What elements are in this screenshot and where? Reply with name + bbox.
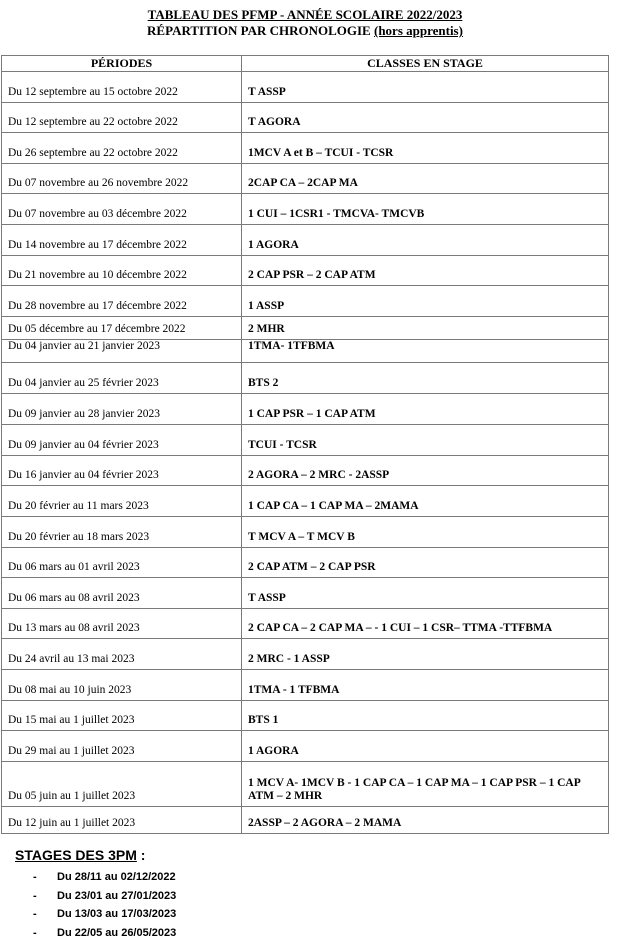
period-cell: Du 05 juin au 1 juillet 2023 bbox=[2, 762, 242, 807]
classes-cell: BTS 1 bbox=[242, 701, 609, 731]
classes-cell: 2 CAP PSR – 2 CAP ATM bbox=[242, 256, 609, 286]
period-cell: Du 09 janvier au 04 février 2023 bbox=[2, 425, 242, 456]
table-row bbox=[2, 639, 609, 670]
table-row bbox=[2, 486, 609, 517]
period-cell: Du 09 janvier au 28 janvier 2023 bbox=[2, 394, 242, 425]
pfmp-table bbox=[1, 55, 609, 834]
period-cell: Du 06 mars au 08 avril 2023 bbox=[2, 578, 242, 609]
stages-3pm-section bbox=[15, 846, 176, 942]
table-row bbox=[2, 609, 609, 639]
stage-dates: Du 23/01 au 27/01/2023 bbox=[57, 889, 177, 902]
table-row bbox=[2, 731, 609, 762]
period-cell: Du 04 janvier au 21 janvier 2023 bbox=[2, 340, 242, 363]
classes-cell: BTS 2 bbox=[242, 363, 609, 394]
table-row bbox=[2, 517, 609, 548]
table-row bbox=[2, 425, 609, 456]
table-row bbox=[2, 548, 609, 578]
table-row bbox=[2, 340, 609, 363]
period-cell: Du 08 mai au 10 juin 2023 bbox=[2, 670, 242, 701]
classes-cell: 1 CAP CA – 1 CAP MA – 2MAMA bbox=[242, 486, 609, 517]
table-row bbox=[2, 164, 609, 194]
classes-cell: T ASSP bbox=[242, 578, 609, 609]
classes-cell: 1 CUI – 1CSR1 - TMCVA- TMCVB bbox=[242, 194, 609, 225]
classes-cell: 1 CAP PSR – 1 CAP ATM bbox=[242, 394, 609, 425]
stage-item bbox=[15, 887, 176, 906]
classes-cell: 2 MRC - 1 ASSP bbox=[242, 639, 609, 670]
classes-cell: 2 CAP CA – 2 CAP MA – - 1 CUI – 1 CSR– TTMA -TTFBMA bbox=[242, 609, 609, 639]
column-header-periods: PÉRIODES bbox=[2, 56, 242, 72]
classes-cell: 2 MHR bbox=[242, 317, 609, 340]
classes-cell: T AGORA bbox=[242, 103, 609, 133]
page-subtitle bbox=[0, 23, 610, 39]
stages-3pm-list bbox=[15, 868, 176, 942]
stage-dates: Du 13/03 au 17/03/2023 bbox=[57, 908, 177, 920]
subtitle-main: RÉPARTITION PAR CHRONOLOGIE bbox=[147, 23, 371, 38]
table-header-row bbox=[2, 56, 609, 72]
classes-cell: 2 CAP ATM – 2 CAP PSR bbox=[242, 548, 609, 578]
table-row bbox=[2, 394, 609, 425]
classes-cell: 1TMA- 1TFBMA bbox=[242, 340, 609, 363]
stage-dates: Du 22/05 au 26/05/2023 bbox=[57, 926, 177, 939]
table-row bbox=[2, 456, 609, 486]
table-row bbox=[2, 72, 609, 103]
period-cell: Du 20 février au 11 mars 2023 bbox=[2, 486, 242, 517]
stage-dates: Du 28/11 au 02/12/2022 bbox=[57, 871, 176, 883]
classes-cell: 2CAP CA – 2CAP MA bbox=[242, 164, 609, 194]
table-row bbox=[2, 256, 609, 286]
period-cell: Du 15 mai au 1 juillet 2023 bbox=[2, 701, 242, 731]
table-body bbox=[2, 72, 609, 834]
bullet-dash: - bbox=[33, 871, 37, 883]
stage-item bbox=[15, 868, 176, 887]
table-row bbox=[2, 225, 609, 256]
table-row bbox=[2, 807, 609, 834]
table-row bbox=[2, 578, 609, 609]
classes-cell: TCUI - TCSR bbox=[242, 425, 609, 456]
period-cell: Du 28 novembre au 17 décembre 2022 bbox=[2, 286, 242, 317]
classes-cell: 1 MCV A- 1MCV B - 1 CAP CA – 1 CAP MA – 1 CAP PSR – 1 CAP ATM – 2 MHR bbox=[242, 762, 609, 807]
period-cell: Du 14 novembre au 17 décembre 2022 bbox=[2, 225, 242, 256]
classes-cell: T ASSP bbox=[242, 72, 609, 103]
table-row bbox=[2, 286, 609, 317]
bullet-dash: - bbox=[33, 889, 37, 902]
classes-cell: 1MCV A et B – TCUI - TCSR bbox=[242, 133, 609, 164]
classes-cell: 2ASSP – 2 AGORA – 2 MAMA bbox=[242, 807, 609, 834]
period-cell: Du 07 novembre au 03 décembre 2022 bbox=[2, 194, 242, 225]
stages-3pm-title-text: STAGES DES 3PM bbox=[15, 847, 137, 863]
table-row bbox=[2, 762, 609, 807]
period-cell: Du 12 septembre au 15 octobre 2022 bbox=[2, 72, 242, 103]
period-cell: Du 24 avril au 13 mai 2023 bbox=[2, 639, 242, 670]
subtitle-note: (hors apprentis) bbox=[373, 23, 463, 38]
period-cell: Du 21 novembre au 10 décembre 2022 bbox=[2, 256, 242, 286]
table-row bbox=[2, 701, 609, 731]
stages-3pm-title bbox=[15, 846, 176, 864]
period-cell: Du 07 novembre au 26 novembre 2022 bbox=[2, 164, 242, 194]
bullet-dash: - bbox=[33, 926, 37, 939]
stage-item bbox=[15, 905, 176, 924]
period-cell: Du 29 mai au 1 juillet 2023 bbox=[2, 731, 242, 762]
classes-cell: 2 AGORA – 2 MRC - 2ASSP bbox=[242, 456, 609, 486]
period-cell: Du 13 mars au 08 avril 2023 bbox=[2, 609, 242, 639]
column-header-classes: CLASSES EN STAGE bbox=[242, 56, 609, 72]
period-cell: Du 20 février au 18 mars 2023 bbox=[2, 517, 242, 548]
period-cell: Du 16 janvier au 04 février 2023 bbox=[2, 456, 242, 486]
classes-cell: T MCV A – T MCV B bbox=[242, 517, 609, 548]
period-cell: Du 12 juin au 1 juillet 2023 bbox=[2, 807, 242, 834]
table-row bbox=[2, 363, 609, 394]
period-cell: Du 05 décembre au 17 décembre 2022 bbox=[2, 317, 242, 340]
classes-cell: 1 AGORA bbox=[242, 731, 609, 762]
period-cell: Du 04 janvier au 25 février 2023 bbox=[2, 363, 242, 394]
table-row bbox=[2, 317, 609, 340]
classes-cell: 1 ASSP bbox=[242, 286, 609, 317]
table-row bbox=[2, 103, 609, 133]
bullet-dash: - bbox=[33, 908, 37, 920]
classes-cell: 1 AGORA bbox=[242, 225, 609, 256]
stages-3pm-title-colon: : bbox=[136, 847, 146, 863]
table-row bbox=[2, 133, 609, 164]
period-cell: Du 26 septembre au 22 octobre 2022 bbox=[2, 133, 242, 164]
page-title: TABLEAU DES PFMP - ANNÉE SCOLAIRE 2022/2023 bbox=[147, 7, 463, 22]
period-cell: Du 06 mars au 01 avril 2023 bbox=[2, 548, 242, 578]
classes-cell: 1TMA - 1 TFBMA bbox=[242, 670, 609, 701]
table-row bbox=[2, 670, 609, 701]
stage-item bbox=[15, 924, 176, 943]
table-row bbox=[2, 194, 609, 225]
period-cell: Du 12 septembre au 22 octobre 2022 bbox=[2, 103, 242, 133]
